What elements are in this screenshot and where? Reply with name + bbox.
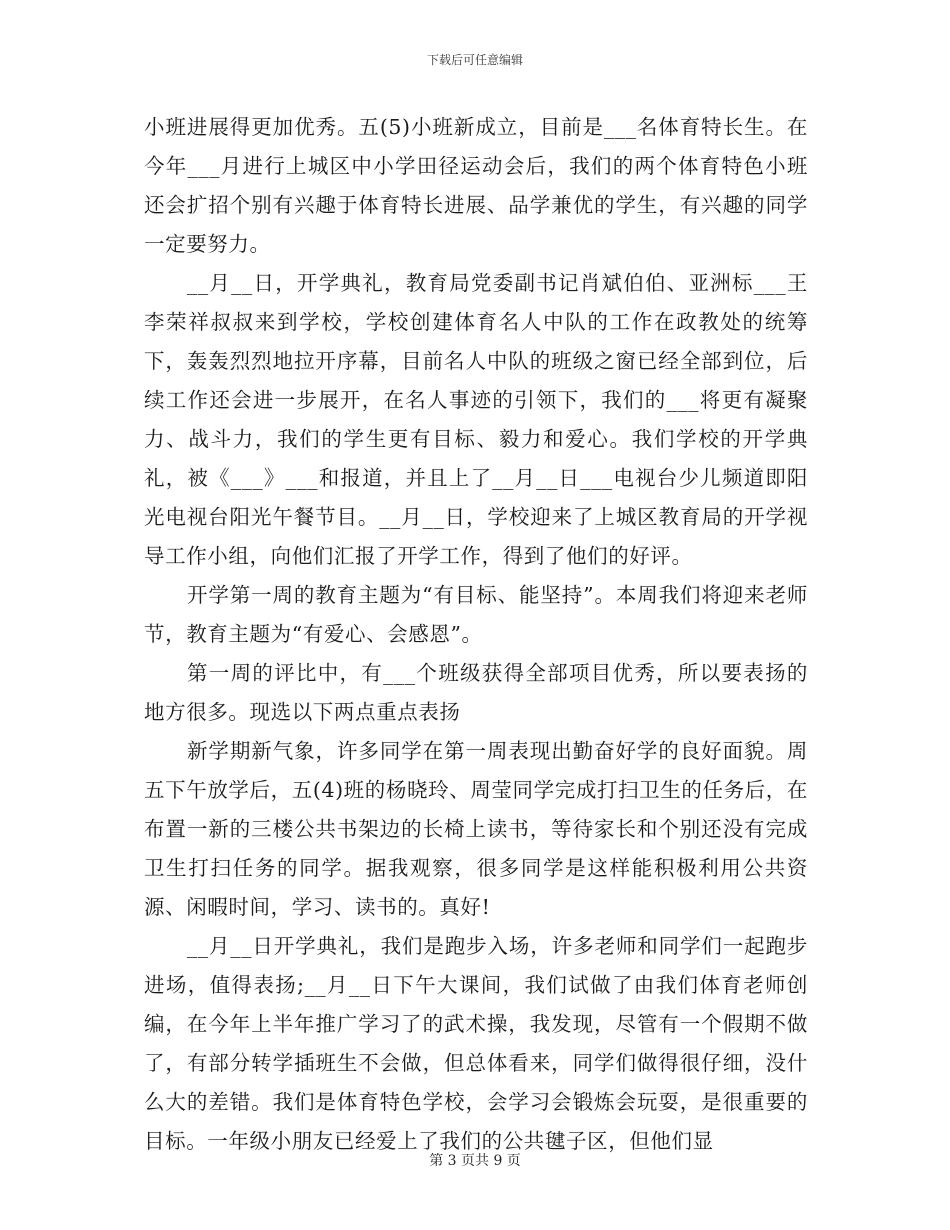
page-header: 下载后可任意编辑 (426, 53, 523, 67)
paragraph-weekly-theme: 开学第一周的教育主题为“有目标、能坚持”。本周我们将迎来老师节，教育主题为“有爱心、会感恩”。 (144, 583, 808, 646)
paragraph-new-semester: 新学期新气象，许多同学在第一周表现出勤奋好学的良好面貌。周五下午放学后，五(4)班的杨晓玲、周莹同学完成打扫卫生的任务后，在布置一新的三楼公共书架边的长椅上读书，等待家长和个别还没有完成卫生打扫任务的同学。据我观察，很多同学是这样能积极利用公共资源、闲暇时间，学习、读书的。真好! (144, 739, 808, 919)
paragraph-continuation: 小班进展得更加优秀。五(5)小班新成立，目前是___名体育特长生。在今年___月进行上城区中小学田径运动会后，我们的两个体育特色小班还会扩招个别有兴趣于体育特长进展、品学兼优的学生，有兴趣的同学一定要努力。 (144, 115, 808, 256)
document-body (144, 108, 808, 1161)
page-number: 第 3 页共 9 页 (429, 1153, 521, 1169)
paragraph-opening-ceremony: __月__日，开学典礼，教育局党委副书记肖斌伯伯、亚洲标___王李荣祥叔叔来到学校，学校创建体育名人中队的工作在政教处的统筹下，轰轰烈烈地拉开序幕，目前名人中队的班级之窗已经全部到位，后续工作还会进一步展开，在名人事迹的引领下，我们的___将更有凝聚力、战斗力，我们的学生更有目标、毅力和爱心。我们学校的开学典礼，被《___》___和报道，并且上了__月__日___电视台少儿频道即阳光电视台阳光午餐节目。__月__日，学校迎来了上城区教育局的开学视导工作小组，向他们汇报了开学工作，得到了他们的好评。 (144, 271, 808, 568)
paragraph-ceremony-praise: __月__日开学典礼，我们是跑步入场，许多老师和同学们一起跑步进场，值得表扬;__月__日下午大课间，我们试做了由我们体育老师创编，在今年上半年推广学习了的武术操，我发现，尽管有一个假期不做了，有部分转学插班生不会做，但总体看来，同学们做得很仔细，没什么大的差错。我们是体育特色学校，会学习会锻炼会玩耍，是很重要的目标。一年级小朋友已经爱上了我们的公共毽子区，但他们显 (144, 934, 808, 1153)
paragraph-evaluation: 第一周的评比中，有___个班级获得全部项目优秀，所以要表扬的地方很多。现选以下两点重点表扬 (144, 661, 808, 724)
